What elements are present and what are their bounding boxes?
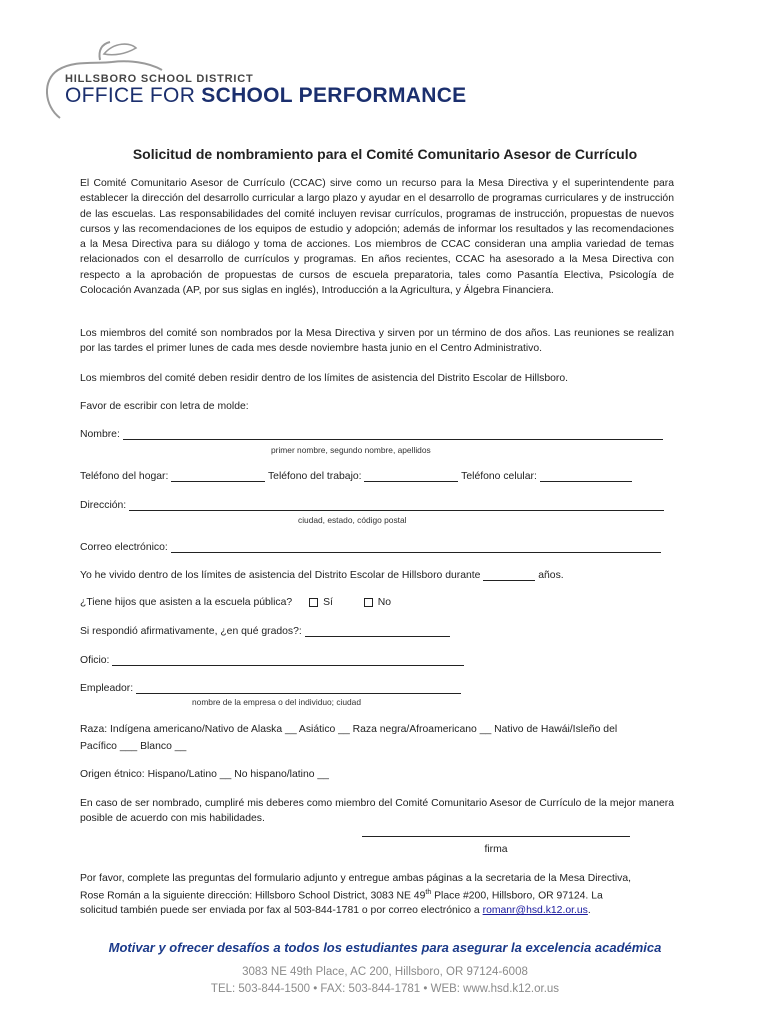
race-line-2: Pacífico ___ Blanco __: [80, 741, 187, 752]
closing-line-1: Por favor, complete las preguntas del formulario adjunto y entregue ambas páginas a la secretaria de la Mesa Directiva,: [80, 873, 631, 884]
yes-label: Sí: [323, 597, 333, 608]
no-label: No: [377, 597, 392, 608]
residency-paragraph: Los miembros del comité deben residir dentro de los límites de asistencia del Distrito Escolar de Hillsboro.: [80, 373, 568, 384]
email-label: Correo electrónico:: [80, 542, 168, 553]
no-checkbox[interactable]: [364, 598, 373, 607]
children-label: ¿Tiene hijos que asisten a la escuela pública?: [80, 597, 293, 608]
address-hint: ciudad, estado, código postal: [298, 515, 407, 525]
grades-field[interactable]: [305, 625, 450, 637]
home-phone-field[interactable]: [171, 470, 265, 482]
cell-phone-label: Teléfono celular:: [461, 471, 537, 482]
work-phone-label: Teléfono del trabajo:: [267, 471, 362, 482]
members-paragraph: Los miembros del comité son nombrados por la Mesa Directiva y sirven por un término de dos años. Las reuniones se realizan por las tardes el primer lunes de cada mes desde noviembre hasta junio en el Centro Administrativo.: [80, 328, 674, 355]
phone-row: [80, 470, 632, 482]
print-note: Favor de escribir con letra de molde:: [80, 401, 249, 412]
closing-line-3: [80, 905, 591, 916]
closing-line-3a: solicitud también puede ser enviada por fax al 503-844-1781 o por correo electrónico a: [80, 905, 483, 916]
closing-line-2: [80, 889, 603, 901]
grades-row: [80, 625, 450, 637]
closing-line-3-end: .: [587, 905, 591, 916]
page-title: Solicitud de nombramiento para el Comité Comunitario Asesor de Currículo: [132, 146, 638, 162]
name-row: [80, 428, 663, 440]
yes-checkbox[interactable]: [309, 598, 318, 607]
name-label: Nombre:: [80, 429, 120, 440]
name-hint: primer nombre, segundo nombre, apellidos: [271, 445, 431, 455]
employer-hint: nombre de la empresa o del individuo; ciudad: [192, 697, 362, 707]
home-phone-label: Teléfono del hogar:: [80, 471, 169, 482]
occupation-field[interactable]: [112, 654, 464, 666]
work-phone-field[interactable]: [364, 470, 458, 482]
email-row: [80, 541, 661, 553]
race-line-1: Raza: Indígena americano/Nativo de Alaska __ Asiático __ Raza negra/Afroamericano __ Nativo de Hawái/Isleño del: [80, 724, 618, 735]
pledge-paragraph: En caso de ser nombrado, cumpliré mis deberes como miembro del Comité Comunitario Asesor de Currículo de la mejor manera posible de acuerdo con mis habilidades.: [80, 798, 674, 825]
years-suffix: años.: [538, 570, 564, 581]
grades-label: Si respondió afirmativamente, ¿en qué grados?:: [80, 626, 302, 637]
cell-phone-field[interactable]: [540, 470, 632, 482]
occupation-label: Oficio:: [80, 655, 110, 666]
slogan: Motivar y ofrecer desafíos a todos los estudiantes para asegurar la excelencia académica: [108, 940, 662, 955]
signature-label: firma: [484, 844, 508, 855]
footer-address: 3083 NE 49th Place, AC 200, Hillsboro, OR 97124-6008: [242, 966, 528, 978]
name-field[interactable]: [123, 428, 663, 440]
office-name-prefix: OFFICE FOR: [65, 84, 202, 107]
district-name: HILLSBORO SCHOOL DISTRICT: [65, 73, 254, 85]
district-logo: [40, 40, 520, 120]
address-field[interactable]: [129, 499, 664, 511]
employer-field[interactable]: [136, 682, 461, 694]
employer-row: [80, 682, 461, 694]
intro-paragraph: El Comité Comunitario Asesor de Currículo (CCAC) sirve como un recurso para la Mesa Directiva y el superintendente para establecer la dirección del desarrollo curricular a largo plazo y ayudar en el desarrollo de programas curriculares y de instrucción de las escuelas. Las responsabilidades del comité incluyen revisar currículos, programas de instrucción, propuestas de nuevos cursos y las recomendaciones de los equipos de estudio y adopción; además de informar los resultados y las recomendaciones a la Mesa Directiva para su diálogo y toma de acciones. Los miembros de CCAC consideran una amplia variedad de temas relacionados con el desarrollo de currículos y programas. En años recientes, CCAC ha asesorado a la Mesa Directiva con respecto a la aprobación de propuestas de cursos de escuela preparatoria, tales como Pasantía Electiva, Psicología de Colocación Avanzada (AP, por sus siglas en inglés), Introducción a la Agricultura, y Álgebra Financiera.: [80, 178, 674, 297]
ethnicity-line: Origen étnico: Hispano/Latino __ No hispano/latino __: [80, 769, 329, 780]
occupation-row: [80, 654, 464, 666]
address-label: Dirección:: [80, 500, 127, 511]
employer-label: Empleador:: [80, 683, 134, 694]
office-name-bold: SCHOOL PERFORMANCE: [201, 84, 467, 107]
office-name: [65, 84, 467, 108]
closing-line-2a: Rose Román a la siguiente dirección: Hillsboro School District, 3083 NE 49: [80, 890, 426, 902]
years-row: [80, 569, 564, 581]
footer-contact: TEL: 503-844-1500 • FAX: 503-844-1781 • WEB: www.hsd.k12.or.us: [210, 983, 560, 995]
closing-line-2-sup: th: [425, 889, 432, 896]
email-link[interactable]: romanr@hsd.k12.or.us: [482, 905, 588, 916]
closing-line-2b: Place #200, Hillsboro, OR 97124. La: [431, 890, 603, 902]
children-row: [80, 597, 391, 608]
email-field[interactable]: [171, 541, 661, 553]
years-field[interactable]: [483, 569, 535, 581]
signature-field[interactable]: [362, 836, 630, 837]
address-row: [80, 499, 664, 511]
years-label: Yo he vivido dentro de los límites de asistencia del Distrito Escolar de Hillsboro durante: [80, 570, 481, 581]
